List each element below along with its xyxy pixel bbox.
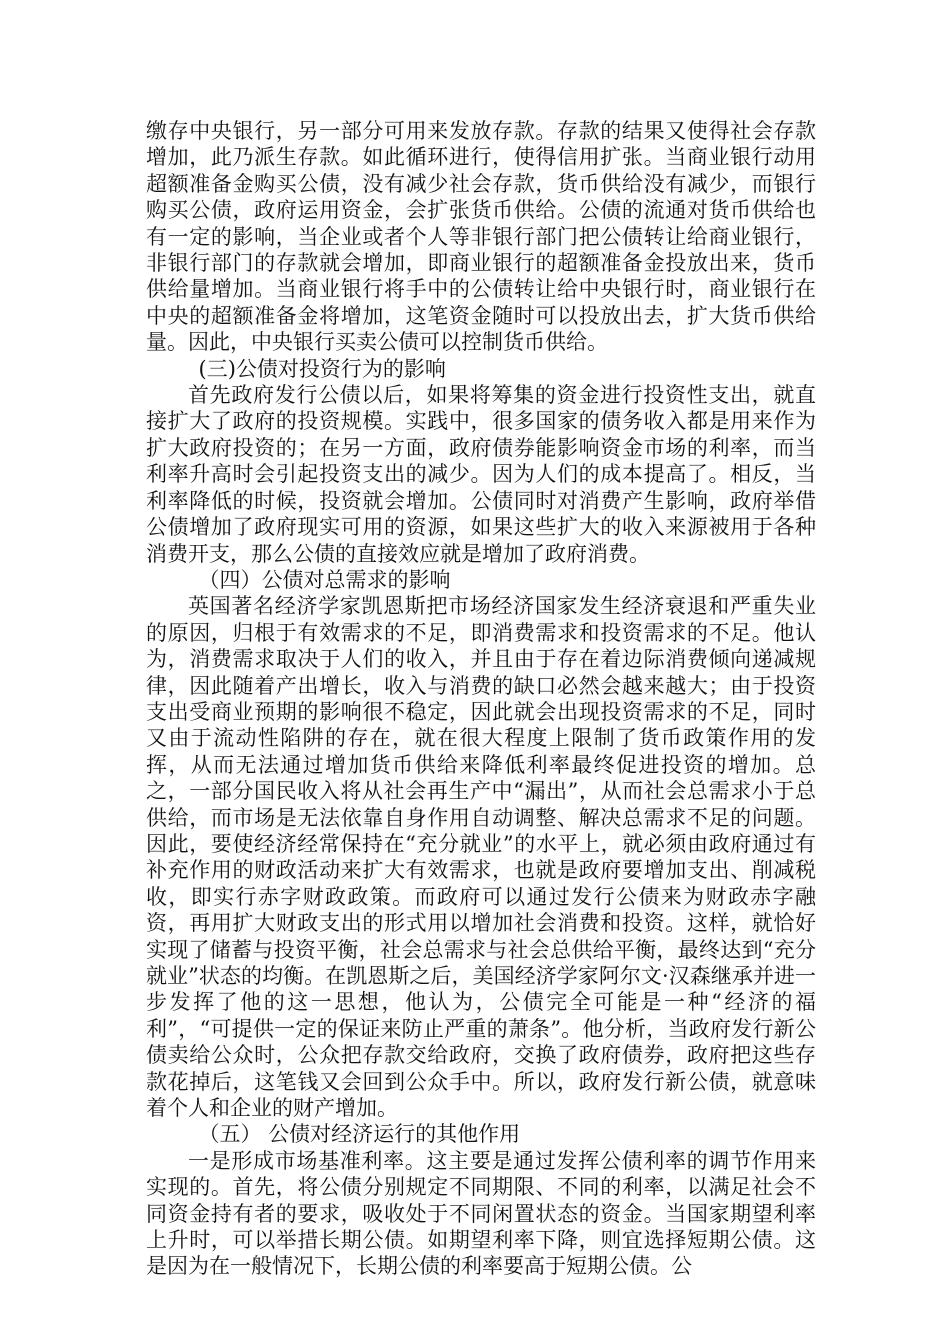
paragraph-benchmark-rate: 一是形成市场基准利率。这主要是通过发挥公债利率的调节作用来实现的。首先，将公债分别规定不同期限、不同的利率，以满足社会不同资金持有者的要求，吸收处于不同闲置状态的资金。当国家期望利率上升时，可以举措长期公债。如期望利率下降，则宜选择短期公债。这是因为在一般情况下，长期公债的利率要高于短期公债。公 bbox=[146, 1148, 816, 1279]
paragraph-monetary-supply: 缴存中央银行，另一部分可用来发放存款。存款的结果又使得社会存款增加，此乃派生存款。如此循环进行，使得信用扩张。当商业银行动用超额准备金购买公债，没有减少社会存款，货币供给没有减少，而银行购买公债，政府运用资金，会扩张货币供给。公债的流通对货币供给也有一定的影响，当企业或者个人等非银行部门把公债转让给商业银行，非银行部门的存款就会增加，即商业银行的超额准备金投放出来，货币供给量增加。当商业银行将手中的公债转让给中央银行时，商业银行在中央的超额准备金将增加，这笔资金随时可以投放出去，扩大货币供给量。因此，中央银行买卖公债可以控制货币供给。 bbox=[146, 119, 816, 355]
paragraph-aggregate-demand: 英国著名经济学家凯恩斯把市场经济国家发生经济衰退和严重失业的原因，归根于有效需求的不足，即消费需求和投资需求的不足。他认为，消费需求取决于人们的收入，并且由于存在着边际消费倾向递减规律，因此随着产出增长，收入与消费的缺口必然会越来越大；由于投资支出受商业预期的影响很不稳定，因此就会出现投资需求的不足，同时又由于流动性陷阱的存在，就在很大程度上限制了货币政策作用的发挥，从而无法通过增加货币供给来降低利率最终促进投资的增加。总之，一部分国民收入将从社会再生产中“漏出”，从而社会总需求小于总供给，而市场是无法依靠自身作用自动调整、解决总需求不足的问题。因此，要使经济经常保持在“充分就业”的水平上，就必须由政府通过有补充作用的财政活动来扩大有效需求，也就是政府要增加支出、削减税收，即实行赤字财政政策。而政府可以通过发行公债来为财政赤字融资，再用扩大财政支出的形式用以增加社会消费和投资。这样，就恰好实现了储蓄与投资平衡，社会总需求与社会总供给平衡，最终达到“充分就业”状态的均衡。在凯恩斯之后，美国经济学家阿尔文·汉森继承并进一步发挥了他的这一思想，他认为，公债完全可能是一种“经济的福利”，“可提供一定的保证来防止严重的萧条”。他分析，当政府发行新公债卖给公众时，公众把存款交给政府，交换了政府债券，政府把这些存款花掉后，这笔钱又会回到公众手中。所以，政府发行新公债，就意味着个人和企业的财产增加。 bbox=[146, 594, 816, 1121]
section-heading-aggregate-demand: （四）公债对总需求的影响 bbox=[198, 567, 451, 592]
section-heading-other-effects: （五） 公债对经济运行的其他作用 bbox=[198, 1122, 521, 1147]
section-heading-investment: (三)公债对投资行为的影响 bbox=[198, 356, 446, 381]
paragraph-investment: 首先政府发行公债以后，如果将筹集的资金进行投资性支出，就直接扩大了政府的投资规模。实践中，很多国家的债务收入都是用来作为扩大政府投资的；在另一方面，政府债券能影响资金市场的利率，而当利率升高时会引起投资支出的减少。因为人们的成本提高了。相反，当利率降低的时候，投资就会增加。公债同时对消费产生影响，政府举借公债增加了政府现实可用的资源，如果这些扩大的收入来源被用于各种消费开支，那么公债的直接效应就是增加了政府消费。 bbox=[146, 383, 816, 566]
document-page bbox=[146, 118, 816, 1280]
